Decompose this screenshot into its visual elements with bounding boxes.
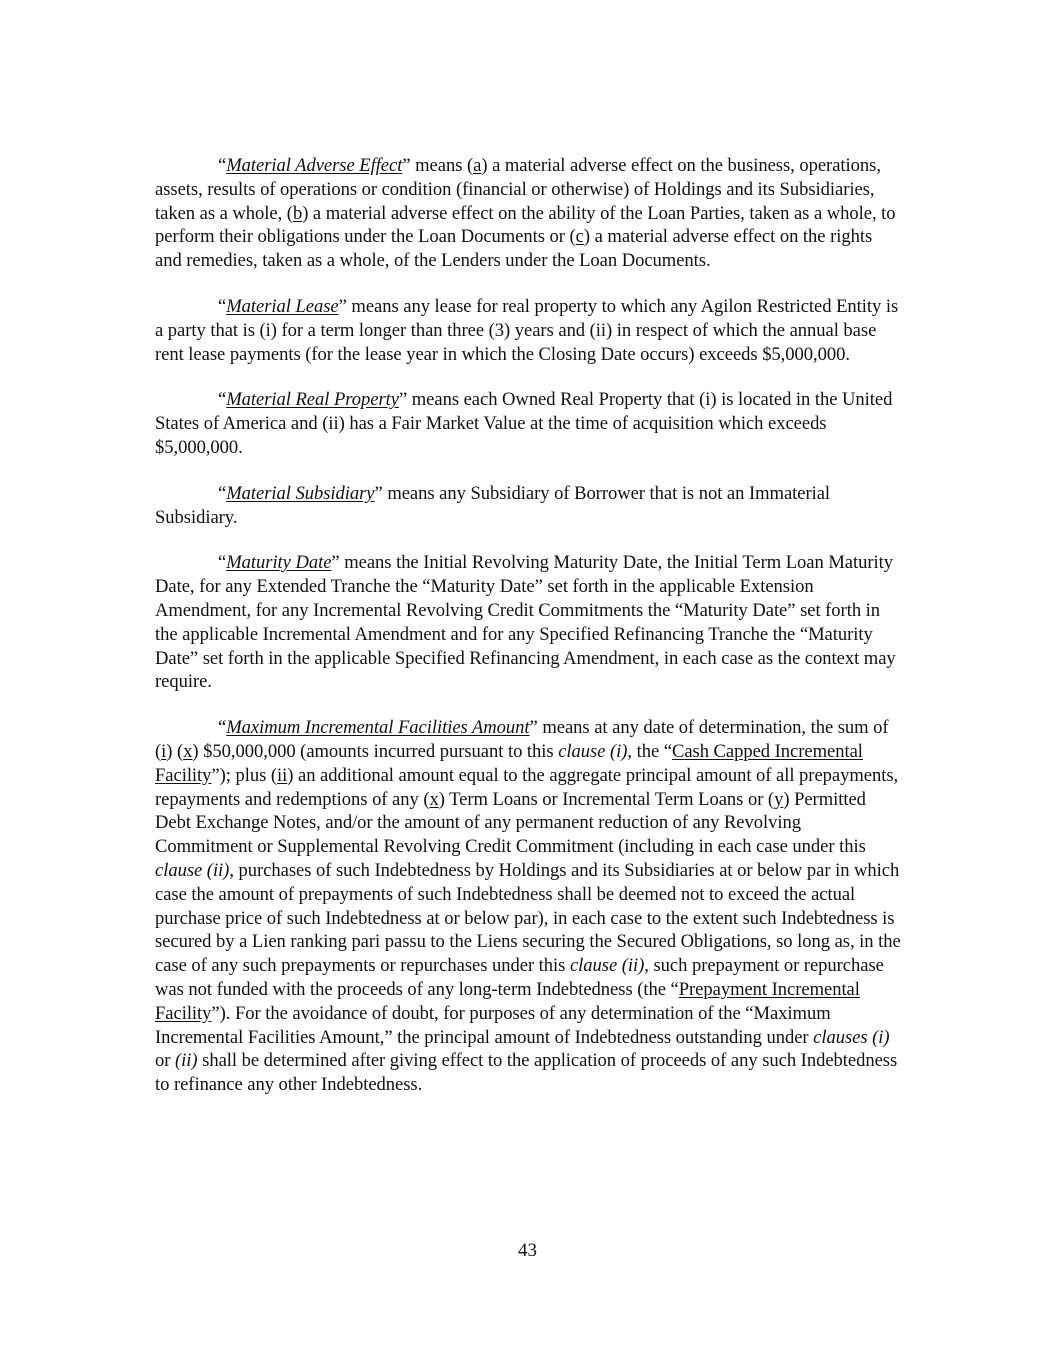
- defined-term: Maturity Date: [226, 552, 332, 574]
- defined-term: Material Adverse Effect: [226, 155, 403, 176]
- definition-material-subsidiary: “Material Subsidiary” means any Subsidiary of Borrower that is not an Immaterial Subsidiary.: [155, 482, 831, 528]
- defined-term: Material Real Property: [226, 389, 399, 411]
- definition-material-real-property: “Material Real Property” means each Owned Real Property that (i) is located in the United States of America and (ii) has a Fair Market Value at the time of acquisition which exceeds $5,000,000.: [155, 389, 893, 458]
- defined-term: Maximum Incremental Facilities Amount: [226, 717, 530, 739]
- definition-material-lease: “Material Lease” means any lease for real property to which any Agilon Restricted Entity is a party that is (i) for a term longer than three (3) years and (ii) in respect of which the annual base rent lease payments (for the lease year in which the Closing Date occurs) exceeds $5,000,000.: [155, 295, 899, 365]
- defined-term: Cash Capped Incremental Facility: [155, 740, 863, 786]
- document-body: [155, 154, 901, 1119]
- page-number: 43: [518, 1240, 537, 1261]
- defined-term: Prepayment Incremental Facility: [155, 978, 860, 1024]
- defined-term: Material Subsidiary: [226, 482, 375, 504]
- defined-term: Material Lease: [226, 295, 339, 317]
- definition-maturity-date: “Maturity Date” means the Initial Revolving Maturity Date, the Initial Term Loan Maturity Date, for any Extended Tranche the “Maturity Date” set forth in the applicable Extension Amendment, for any Incremental Revolving Credit Commitments the “Maturity Date” set forth in the applicable Incremental Amendment and for any Specified Refinancing Tranche the “Maturity Date” set forth in the applicable Specified Refinancing Amendment, in each case as the context may require.: [155, 552, 896, 693]
- definition-maximum-incremental-facilities-amount: “Maximum Incremental Facilities Amount” means at any date of determination, the sum of (i) (x) $50,000,000 (amounts incurred pursuant to this clause (i), the “Cash Capped Incremental Facility”); plus (ii) an additional amount equal to the aggregate principal amount of all prepayments, repayments and redemptions of any (x) Term Loans or Incremental Term Loans or (y) Permitted Debt Exchange Notes, and/or the amount of any permanent reduction of any Revolving Commitment or Supplemental Revolving Credit Commitment (including in each case under this clause (ii), purchases of such Indebtedness by Holdings and its Subsidiaries at or below par in which case the amount of prepayments of such Indebtedness shall be deemed not to exceed the actual purchase price of such Indebtedness at or below par), in each case to the extent such Indebtedness is secured by a Lien ranking pari passu to the Liens securing the Secured Obligations, so long as, in the case of any such prepayments or repurchases under this clause (ii), such prepayment or repurchase was not funded with the proceeds of any long-term Indebtedness (the “Prepayment Incremental Facility”). For the avoidance of doubt, for purposes of any determination of the “Maximum Incremental Facilities Amount,” the principal amount of Indebtedness outstanding under clauses (i) or (ii) shall be determined after giving effect to the application of proceeds of any such Indebtedness to refinance any other Indebtedness.: [155, 717, 901, 1096]
- definition-material-adverse-effect: “Material Adverse Effect” means (a) a material adverse effect on the business, operations, assets, results of operations or condition (financial or otherwise) of Holdings and its Subsidiaries, taken as a whole, (b) a material adverse effect on the ability of the Loan Parties, taken as a whole, to perform their obligations under the Loan Documents or (c) a material adverse effect on the rights and remedies, taken as a whole, of the Lenders under the Loan Documents.: [155, 155, 896, 272]
